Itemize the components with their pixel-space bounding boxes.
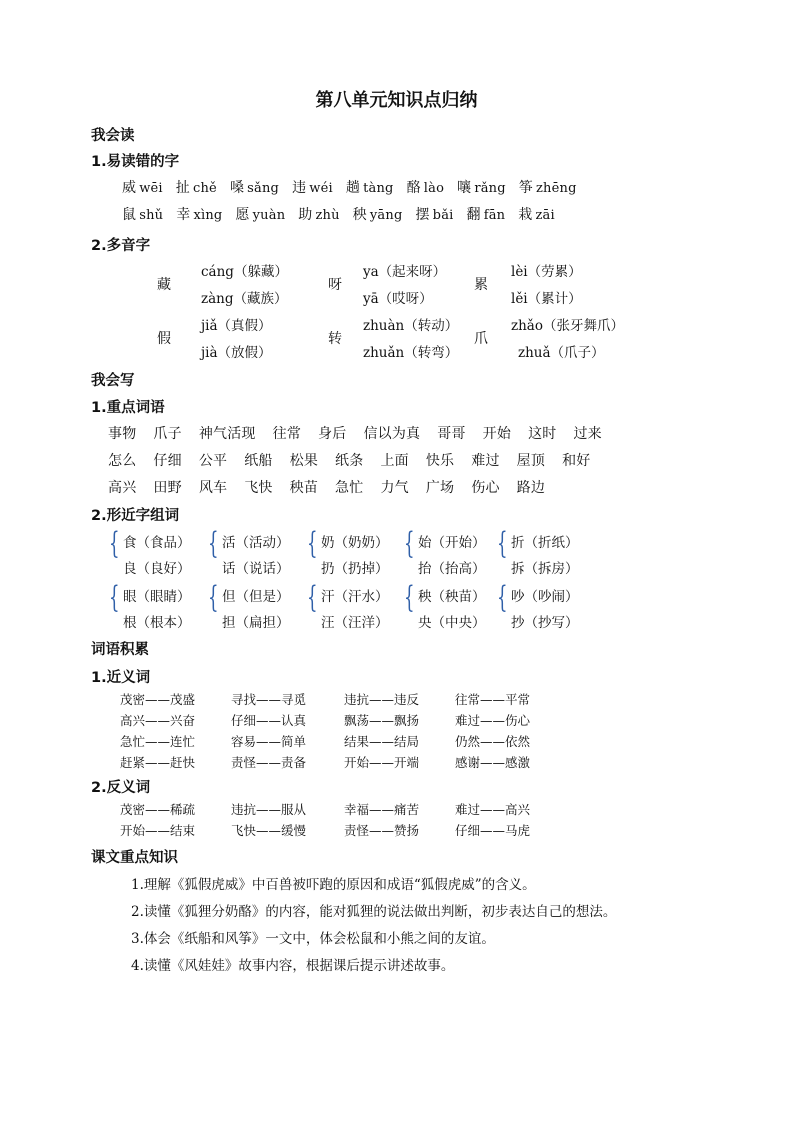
similar-char-word: 根（根本）: [123, 615, 191, 631]
similar-char-word: 活（活动）: [222, 535, 290, 551]
word-pair: 高兴——兴奋: [120, 713, 196, 728]
word-pair: 飘荡——飘扬: [344, 713, 420, 728]
brace-icon: {: [497, 526, 508, 561]
char-with-pinyin: [467, 204, 506, 224]
char-with-pinyin: [298, 204, 339, 224]
pinyin: zhù: [315, 208, 340, 223]
key-word: 秧苗: [289, 480, 319, 496]
similar-char-word: 拆（拆房）: [511, 561, 579, 577]
key-word: 力气: [380, 480, 409, 496]
hanzi: 助: [298, 207, 313, 223]
word-pair: 茂密——茂盛: [120, 692, 196, 707]
similar-char-word: 食（食品）: [123, 535, 191, 551]
key-word: 事物: [108, 426, 137, 442]
similar-char-word: 央（中央）: [418, 615, 486, 631]
polyphone-reading-2: lěi（累计）: [511, 291, 582, 307]
similar-char-word: 吵（吵闹）: [511, 589, 579, 605]
hanzi: 趟: [345, 180, 361, 196]
word-pair: 责怪——赞扬: [344, 823, 420, 838]
pinyin: yāng: [369, 208, 403, 223]
error-chars-row-2: [122, 204, 568, 224]
lesson-point: 1.理解《狐假虎威》中百兽被吓跑的原因和成语“狐假虎威”的含义。: [131, 877, 536, 893]
polyphone-reading-1: ya（起来呀）: [363, 264, 447, 280]
word-pair: 开始——开端: [344, 755, 420, 770]
polyphone-char: 累: [474, 277, 489, 293]
key-word: 伤心: [471, 480, 500, 496]
key-words-row-2: [108, 450, 607, 470]
pinyin: zāi: [535, 208, 555, 223]
word-pair: 责怪——责备: [231, 755, 307, 770]
word-pair: 寻找——寻觅: [231, 692, 307, 707]
char-with-pinyin: [407, 177, 445, 197]
subheading-similar-chars: 2.形近字组词: [91, 508, 180, 524]
key-words-row-3: [108, 477, 562, 497]
similar-char-word: 汗（汗水）: [321, 589, 389, 605]
word-pair: 茂密——稀疏: [120, 802, 196, 817]
key-word: 广场: [425, 480, 455, 496]
brace-icon: {: [404, 580, 415, 615]
word-pair: 仍然——依然: [455, 734, 531, 749]
polyphone-reading-1: zhuàn（转动）: [363, 318, 459, 334]
word-pair: 往常——平常: [455, 692, 531, 707]
similar-char-word: 抄（抄写）: [511, 615, 579, 631]
pinyin: yuàn: [252, 208, 286, 223]
hanzi: 栽: [518, 207, 533, 223]
word-pair: 飞快——缓慢: [231, 823, 307, 838]
pinyin: wēi: [139, 181, 163, 196]
char-with-pinyin: [346, 177, 394, 197]
key-word: 爪子: [153, 426, 182, 442]
key-word: 怎么: [108, 453, 137, 469]
char-with-pinyin: [292, 177, 333, 197]
key-word: 公平: [198, 453, 228, 469]
polyphone-reading-1: lèi（劳累）: [511, 264, 582, 280]
similar-char-word: 扔（扔掉）: [321, 561, 389, 577]
key-word: 飞快: [244, 480, 273, 496]
word-pair: 结果——结局: [344, 734, 420, 749]
subheading-key-words: 1.重点词语: [91, 400, 165, 416]
brace-icon: {: [307, 580, 318, 615]
char-with-pinyin: [122, 204, 163, 224]
char-with-pinyin: [176, 204, 222, 224]
key-word: 哥哥: [437, 426, 466, 442]
hanzi: 威: [122, 180, 137, 196]
char-with-pinyin: [457, 177, 506, 197]
pinyin: xìng: [193, 208, 223, 223]
key-word: 高兴: [108, 480, 137, 496]
polyphone-char: 呀: [328, 277, 343, 293]
section-heading-read: 我会读: [91, 128, 135, 144]
key-word: 路边: [516, 480, 546, 496]
char-with-pinyin: [518, 204, 555, 224]
key-word: 难过: [471, 453, 500, 469]
subheading-antonyms: 2.反义词: [91, 780, 151, 796]
pinyin: shǔ: [139, 208, 164, 223]
key-word: 神气活现: [198, 426, 256, 442]
word-pair: 仔细——马虎: [455, 823, 531, 838]
brace-icon: {: [208, 580, 219, 615]
word-pair: 幸福——痛苦: [344, 802, 420, 817]
word-pair: 难过——高兴: [455, 802, 531, 817]
polyphone-char: 藏: [157, 277, 172, 293]
word-pair: 赶紧——赶快: [120, 755, 196, 770]
pinyin: zhēng: [535, 181, 577, 196]
similar-char-word: 秧（秧苗）: [418, 589, 486, 605]
polyphone-char: 爪: [474, 331, 489, 347]
hanzi: 嚷: [457, 180, 472, 196]
key-word: 风车: [198, 480, 228, 496]
brace-icon: {: [497, 580, 508, 615]
key-word: 往常: [272, 426, 302, 442]
hanzi: 摆: [415, 207, 430, 223]
key-word: 上面: [380, 453, 409, 469]
pinyin: chě: [193, 181, 217, 196]
word-pair: 感谢——感激: [455, 755, 531, 770]
section-heading-write: 我会写: [91, 373, 135, 389]
key-word: 快乐: [425, 453, 455, 469]
key-word: 田野: [153, 480, 182, 496]
similar-char-word: 眼（眼睛）: [123, 589, 191, 605]
lesson-point: 3.体会《纸船和风筝》一文中，体会松鼠和小熊之间的友谊。: [131, 931, 495, 947]
pinyin: rǎng: [474, 181, 506, 196]
char-with-pinyin: [122, 177, 163, 197]
section-heading-lessons: 课文重点知识: [91, 850, 178, 866]
brace-icon: {: [404, 526, 415, 561]
key-word: 急忙: [335, 480, 364, 496]
key-word: 这时: [528, 426, 557, 442]
hanzi: 秧: [352, 207, 367, 223]
brace-icon: {: [307, 526, 318, 561]
polyphone-reading-1: jiǎ（真假）: [201, 318, 272, 334]
polyphone-reading-1: cáng（躲藏）: [201, 264, 288, 280]
word-pair: 急忙——连忙: [120, 734, 196, 749]
similar-char-word: 汪（汪洋）: [321, 615, 389, 631]
lesson-point: 2.读懂《狐狸分奶酪》的内容，能对狐狸的说法做出判断，初步表达自己的想法。: [131, 904, 617, 920]
char-with-pinyin: [519, 177, 577, 197]
hanzi: 酪: [406, 180, 421, 196]
pinyin: wéi: [309, 181, 333, 196]
key-word: 松果: [289, 453, 319, 469]
key-word: 仔细: [153, 453, 182, 469]
polyphone-char: 假: [157, 331, 172, 347]
polyphone-reading-1: zhǎo（张牙舞爪）: [511, 318, 624, 334]
char-with-pinyin: [353, 204, 403, 224]
brace-icon: {: [109, 526, 120, 561]
similar-char-word: 奶（奶奶）: [321, 535, 389, 551]
key-word: 信以为真: [363, 426, 421, 442]
similar-char-word: 担（扁担）: [222, 615, 290, 631]
subheading-error-chars: 1.易读错的字: [91, 154, 180, 170]
hanzi: 翻: [466, 207, 481, 223]
brace-icon: {: [208, 526, 219, 561]
hanzi: 违: [292, 180, 307, 196]
pinyin: lào: [423, 181, 445, 196]
key-word: 过来: [573, 426, 602, 442]
polyphone-reading-2: jià（放假）: [201, 345, 272, 361]
key-word: 开始: [482, 426, 512, 442]
lesson-point: 4.读懂《风娃娃》故事内容，根据课后提示讲述故事。: [131, 958, 455, 974]
page-title: 第八单元知识点归纳: [315, 90, 478, 111]
hanzi: 愿: [235, 207, 250, 223]
key-word: 纸条: [335, 453, 364, 469]
hanzi: 扯: [175, 180, 190, 196]
char-with-pinyin: [415, 204, 453, 224]
word-pair: 容易——简单: [231, 734, 307, 749]
polyphone-reading-2: zhuǎn（转弯）: [363, 345, 459, 361]
pinyin: bǎi: [432, 208, 454, 223]
hanzi: 幸: [176, 207, 191, 223]
char-with-pinyin: [176, 177, 217, 197]
word-pair: 开始——结束: [120, 823, 196, 838]
key-word: 身后: [318, 426, 347, 442]
pinyin: sǎng: [247, 181, 280, 196]
polyphone-reading-2: yā（哎呀）: [363, 291, 433, 307]
similar-char-word: 抬（抬高）: [418, 561, 486, 577]
error-chars-row-1: [122, 177, 590, 197]
word-pair: 违抗——违反: [344, 692, 420, 707]
similar-char-word: 话（说话）: [222, 561, 290, 577]
char-with-pinyin: [235, 204, 285, 224]
hanzi: 鼠: [122, 207, 137, 223]
word-pair: 难过——伤心: [455, 713, 531, 728]
hanzi: 筝: [518, 180, 533, 196]
pinyin: fān: [483, 208, 506, 223]
polyphone-reading-2: zhuǎ（爪子）: [518, 345, 605, 361]
brace-icon: {: [109, 580, 120, 615]
similar-char-word: 始（开始）: [418, 535, 486, 551]
word-pair: 违抗——服从: [231, 802, 307, 817]
similar-char-word: 良（良好）: [123, 561, 191, 577]
word-pair: 仔细——认真: [231, 713, 307, 728]
section-heading-vocab: 词语积累: [91, 642, 149, 658]
polyphone-char: 转: [328, 331, 343, 347]
key-word: 和好: [562, 453, 591, 469]
polyphone-reading-2: zàng（藏族）: [201, 291, 288, 307]
pinyin: tàng: [363, 181, 394, 196]
key-word: 纸船: [244, 453, 273, 469]
similar-char-word: 折（折纸）: [511, 535, 579, 551]
similar-char-word: 但（但是）: [222, 589, 290, 605]
subheading-polyphones: 2.多音字: [91, 238, 151, 254]
char-with-pinyin: [230, 177, 279, 197]
subheading-synonyms: 1.近义词: [91, 670, 151, 686]
key-word: 屋顶: [516, 453, 546, 469]
hanzi: 嗓: [229, 180, 245, 196]
key-words-row-1: [108, 423, 619, 443]
